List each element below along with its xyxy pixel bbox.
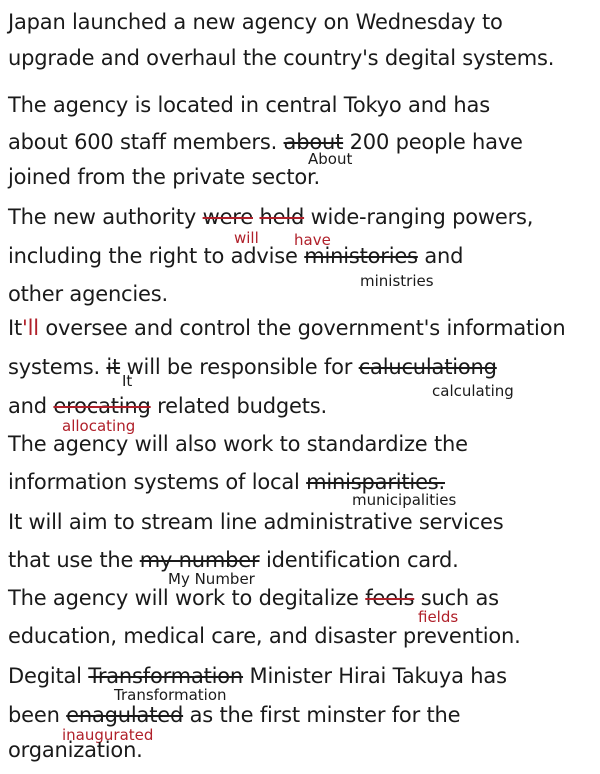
essay-text: 200 people have xyxy=(349,130,523,154)
struck-word: enagulated xyxy=(66,703,184,727)
essay-line-19 xyxy=(8,703,460,727)
struck-word: caluculationg xyxy=(358,355,497,379)
correction-will: will xyxy=(234,229,259,247)
essay-text: It xyxy=(8,316,23,340)
essay-line-9 xyxy=(8,316,565,340)
struck-word: about xyxy=(283,130,344,154)
correction-fields: fields xyxy=(418,608,459,626)
struck-word: ministories xyxy=(304,244,418,268)
essay-line-14 xyxy=(8,510,503,534)
essay-text: The agency will work to degitalize xyxy=(8,586,359,610)
essay-text: related budgets. xyxy=(157,394,327,418)
essay-text: information systems of local xyxy=(8,470,300,494)
essay-line-3 xyxy=(8,93,490,117)
struck-word: held xyxy=(259,205,305,229)
struck-word: Transformation xyxy=(88,664,244,688)
essay-text: organization. xyxy=(8,738,143,762)
essay-text: identification card. xyxy=(265,548,459,572)
correction-municipalities: municipalities xyxy=(352,491,457,509)
essay-text: been xyxy=(8,703,60,727)
struck-word: erocating xyxy=(53,394,151,418)
essay-line-7 xyxy=(8,244,463,268)
struck-word: it xyxy=(106,355,121,379)
struck-word: minisparities. xyxy=(306,470,446,494)
essay-line-4 xyxy=(8,130,523,154)
essay-text: upgrade and overhaul the country's degital systems. xyxy=(8,46,555,70)
correction-calculating: calculating xyxy=(432,382,514,400)
essay-text: Degital xyxy=(8,664,82,688)
essay-line-15 xyxy=(8,548,459,572)
essay-text: and xyxy=(8,394,47,418)
essay-line-12 xyxy=(8,432,468,456)
correction-inaugurated: inaugurated xyxy=(62,726,154,744)
correction-my-number: My Number xyxy=(168,570,255,588)
essay-text: It will aim to stream line administrative services xyxy=(8,510,504,534)
inserted-text: 'll xyxy=(22,316,39,340)
essay-line-6 xyxy=(8,205,533,229)
correction-allocating: allocating xyxy=(62,417,136,435)
essay-text: wide-ranging powers, xyxy=(310,205,534,229)
essay-text: as the first minster for the xyxy=(189,703,461,727)
essay-line-11 xyxy=(8,394,327,418)
struck-word: feels xyxy=(365,586,415,610)
essay-line-16 xyxy=(8,586,499,610)
correction-have: have xyxy=(294,231,331,249)
correction-about: About xyxy=(308,150,353,168)
essay-line-1 xyxy=(8,10,503,34)
essay-line-2 xyxy=(8,46,554,70)
essay-text: will be responsible for xyxy=(126,355,353,379)
essay-text: The agency will also work to standardize the xyxy=(8,432,468,456)
essay-text: The new authority xyxy=(8,205,197,229)
essay-text: other agencies. xyxy=(8,282,168,306)
struck-word: were xyxy=(202,205,253,229)
essay-text: joined from the private sector. xyxy=(8,165,321,189)
essay-line-5 xyxy=(8,165,320,189)
essay-text: Minister Hirai Takuya has xyxy=(249,664,507,688)
essay-text: education, medical care, and disaster prevention. xyxy=(8,624,521,648)
correction-ministries: ministries xyxy=(360,272,434,290)
essay-line-10 xyxy=(8,355,497,379)
essay-text: systems. xyxy=(8,355,100,379)
essay-line-20 xyxy=(8,738,143,762)
essay-text: about 600 staff members. xyxy=(8,130,278,154)
essay-text: including the right to advise xyxy=(8,244,298,268)
essay-line-18 xyxy=(8,664,507,688)
essay-text: The agency is located in central Tokyo and has xyxy=(8,93,490,117)
essay-text: such as xyxy=(420,586,499,610)
essay-text: oversee and control the government's information xyxy=(45,316,566,340)
essay-line-17 xyxy=(8,624,521,648)
correction-transformation: Transformation xyxy=(114,686,227,704)
struck-word: my number xyxy=(139,548,260,572)
essay-text: Japan launched a new agency on Wednesday to xyxy=(8,10,503,34)
essay-text: and xyxy=(424,244,464,268)
correction-it: It xyxy=(122,372,133,390)
essay-text: that use the xyxy=(8,548,134,572)
essay-line-8 xyxy=(8,282,168,306)
